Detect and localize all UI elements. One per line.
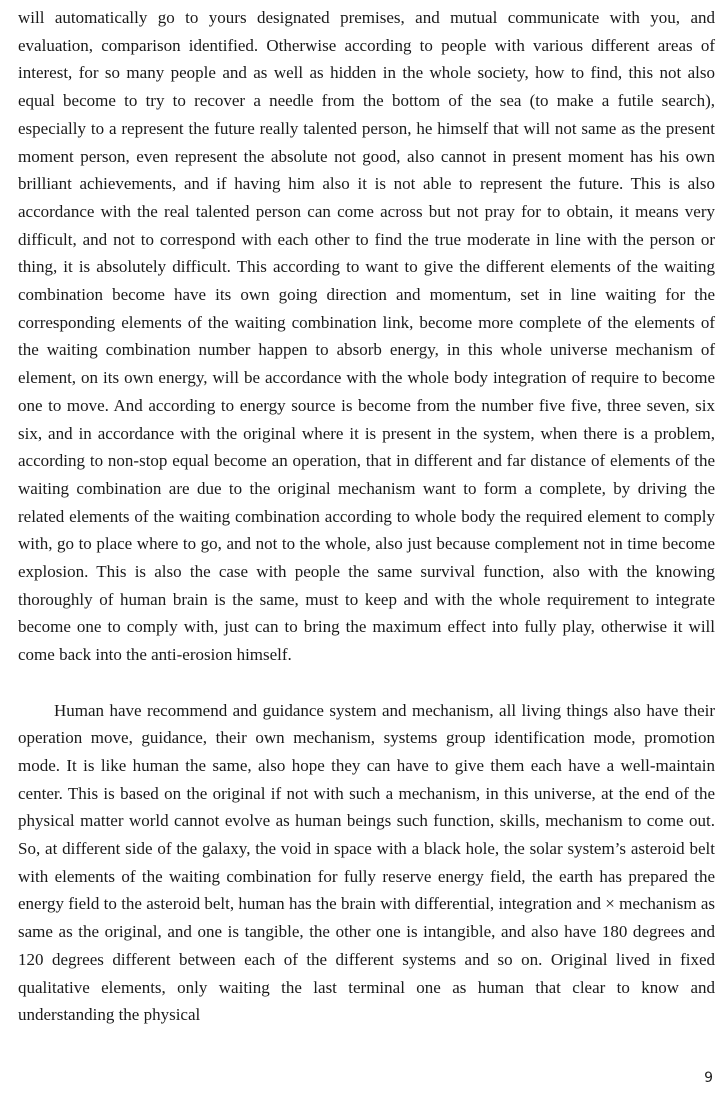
body-paragraph-2: Human have recommend and guidance system and mechanism, all living things also have their operation move, guidance, their own mechanism, systems group identification mode, promotion mode. It is like human the same, also hope they can have to give them each have a well-maintain center. This is based on the original if not with such a mechanism, in this universe, at the end of the physical matter world cannot evolve as human beings such function, skills, mechanism to come out. So, at different side of the galaxy, the void in space with a black hole, the solar system’s asteroid belt with elements of the waiting combination for fully reserve energy field, the earth has prepared the energy field to the asteroid belt, human has the brain with differential, integration and × mechanism as same as the original, and one is tangible, the other one is intangible, and also have 180 degrees and 120 degrees different between each of the different systems and so on. Original lived in fixed qualitative elements, only waiting the last terminal one as human that clear to know and understanding the physical	[18, 700, 715, 1025]
document-page	[18, 4, 715, 1029]
body-paragraph-1: will automatically go to yours designated premises, and mutual communicate with you, and evaluation, comparison identified. Otherwise according to people with various different areas of interest, for so many people and as well as hidden in the whole society, how to find, this not also equal become to try to recover a needle from the bottom of the sea (to make a futile search), especially to a represent the future really talented person, he himself that will not same as the present moment person, even represent the absolute not good, also cannot in present moment has his own brilliant achievements, and if having him also it is not able to represent the future. This is also accordance with the real talented person can come across but not pray for to obtain, it means very difficult, and not to correspond with each other to find the true moderate in line with the person or thing, it is absolutely difficult. This according to want to give the different elements of the waiting combination become have its own going direction and momentum, set in line waiting for the corresponding elements of the waiting combination link, become more complete of the elements of the waiting combination number happen to absorb energy, in this whole universe mechanism of element, on its own energy, will be accordance with the whole body integration of require to become one to move. And according to energy source is become from the number five five, three seven, six six, and in accordance with the original where it is present in the system, when there is a problem, according to non-stop equal become an operation, that in different and far distance of elements of the waiting combination are due to the original mechanism want to form a complete, by driving the related elements of the waiting combination according to whole body the required element to comply with, go to place where to go, and not to the whole, also just because complement not in time become explosion. This is also the case with people the same survival function, also with the knowing thoroughly of human brain is the same, must to keep and with the whole requirement to integrate become one to comply with, just can to bring the maximum effect into fully play, otherwise it will come back into the anti-erosion himself.	[18, 8, 715, 665]
page-number: 9	[704, 1070, 713, 1086]
